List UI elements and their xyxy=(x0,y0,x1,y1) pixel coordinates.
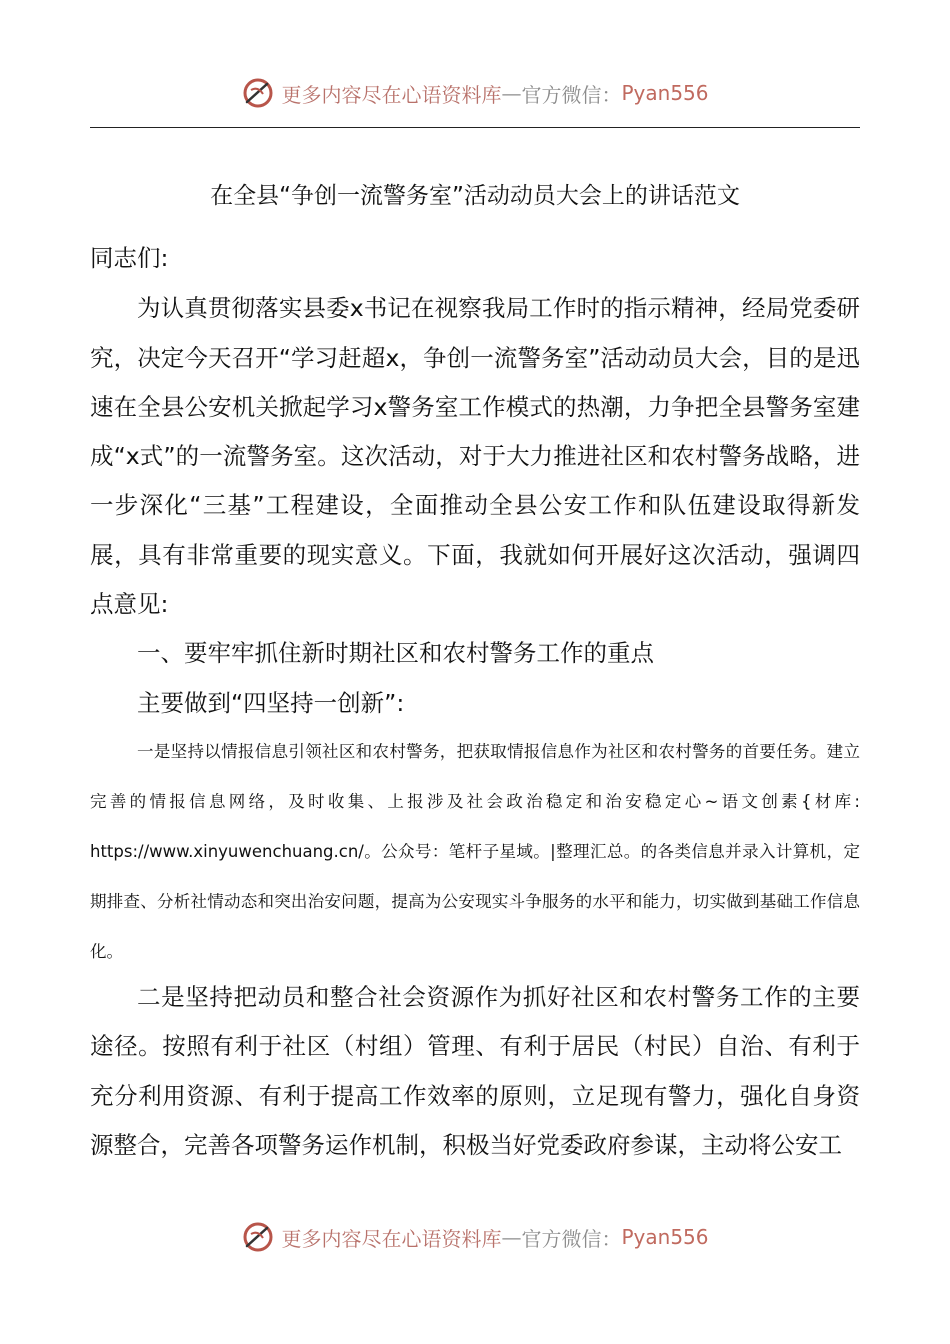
salutation: 同志们: xyxy=(90,244,169,272)
intro-paragraph: 为认真贯彻落实县委x书记在视察我局工作时的指示精神，经局党委研究，决定今天召开“学习赶超x，争创一流警务室”活动动员大会，目的是迅速在全县公安机关掀起学习x警务室工作模式的热潮，力争把全县警务室建成“x式”的一流警务室。这次活动，对于大力推进社区和农村警务战略，进一步深化“三基”工程建设，全面推动全县公安工作和队伍建设取得新发展，具有非常重要的现实意义。下面，我就如何开展好这次活动，强调四点意见: xyxy=(90,294,860,619)
brand-logo-icon xyxy=(241,1220,275,1254)
banner-dash: — xyxy=(501,81,522,105)
section-heading-1: 一、要牢牢抓住新时期社区和农村警务工作的重点 xyxy=(137,639,654,668)
section-lead-1: 主要做到“四坚持一创新”: xyxy=(137,688,405,717)
point-1-paragraph: 一是坚持以情报信息引领社区和农村警务，把获取情报信息作为社区和农村警务的首要任务。建立完善的情报信息网络，及时收集、上报涉及社会政治稳定和治安稳定心~语文创素{材库: https://www.xinyuwenchuang.cn/。公众号：笔杆子星域。|整理汇总。的各类信息并录入计算机，定期排查、分析社情动态和突出治安问题，提高为公安现实斗争服务的水平和能力，切实做到基础工作信息化。 xyxy=(90,742,860,961)
document-title: 在全县“争创一流警务室”活动动员大会上的讲话范文 xyxy=(210,183,740,209)
header-banner xyxy=(0,73,950,113)
banner-main-text: 更多内容尽在心语资料库 xyxy=(281,82,502,107)
banner-main-text: 更多内容尽在心语资料库 xyxy=(281,1226,502,1251)
banner-wechat-id: Pyan556 xyxy=(621,1225,709,1249)
banner-wechat-label: 官方微信： xyxy=(521,1226,622,1251)
document-body xyxy=(90,234,860,728)
point-2-paragraph: 二是坚持把动员和整合社会资源作为抓好社区和农村警务工作的主要途径。按照有利于社区（村组）管理、有利于居民（村民）自治、有利于充分利用资源、有利于提高工作效率的原则，立足现有警力，强化自身资源整合，完善各项警务运作机制，积极当好党委政府参谋，主动将公安工 xyxy=(90,983,860,1159)
footer-banner xyxy=(0,1217,950,1257)
point-1-block xyxy=(90,727,860,977)
banner-wechat-id: Pyan556 xyxy=(621,81,709,105)
banner-dash: — xyxy=(501,1225,522,1249)
brand-logo-icon xyxy=(241,76,275,110)
banner-wechat-label: 官方微信： xyxy=(521,82,622,107)
point-2-block xyxy=(90,973,860,1170)
header-divider xyxy=(90,127,860,128)
